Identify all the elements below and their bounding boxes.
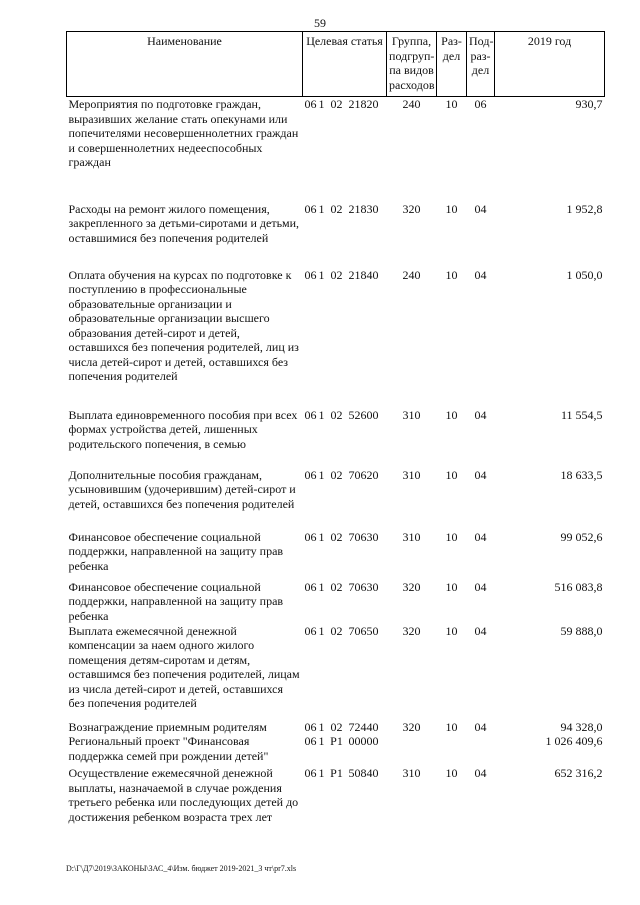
row-section: 10 xyxy=(445,529,458,544)
file-path-footer: D:\Г\Д7\2019\ЗАКОНЫ\ЗАС_4\Изм. бюджет 2019-2021_3 чт\pr7.xls xyxy=(66,864,297,873)
row-expense-group xyxy=(387,734,437,766)
row-main-event-code: 02 xyxy=(330,201,343,216)
row-direction-code: 70630 xyxy=(348,529,379,544)
row-direction-code: 50840 xyxy=(348,766,379,780)
table-row xyxy=(67,734,605,766)
page-number: 59 xyxy=(314,16,326,30)
row-subprogram-code: 1 xyxy=(318,529,325,544)
row-main-event-code: 02 xyxy=(330,623,343,638)
header-subsection: Под-раз-дел xyxy=(467,32,495,97)
row-section: 10 xyxy=(445,766,458,780)
row-section: 10 xyxy=(445,267,458,282)
row-section: 10 xyxy=(445,719,458,734)
row-amount: 930,7 xyxy=(575,97,603,111)
row-subsection xyxy=(467,734,495,766)
row-expense-group: 320 xyxy=(402,201,421,216)
row-subprogram-code: 1 xyxy=(318,467,325,482)
budget-table xyxy=(66,31,605,856)
row-section: 10 xyxy=(445,201,458,216)
row-subprogram-code: 1 xyxy=(318,407,325,422)
row-subsection: 04 xyxy=(474,579,487,594)
row-main-event-code: P1 xyxy=(330,766,343,780)
row-program-code: 06 xyxy=(304,734,317,748)
row-amount: 652 316,2 xyxy=(554,766,603,780)
table-row xyxy=(67,408,605,468)
row-program-code: 06 xyxy=(304,97,317,111)
row-direction-code: 52600 xyxy=(348,407,379,422)
header-target-article: Целевая статья xyxy=(303,32,387,97)
row-subprogram-code: 1 xyxy=(318,719,325,734)
row-expense-group: 310 xyxy=(402,766,421,780)
table-row xyxy=(67,580,605,624)
row-main-event-code: 02 xyxy=(330,529,343,544)
row-name: Финансовое обеспечение социальной поддержки, направленной на защиту прав ребенка xyxy=(68,529,284,573)
row-expense-group: 310 xyxy=(402,407,421,422)
row-direction-code: 72440 xyxy=(348,719,379,734)
table-row xyxy=(67,97,605,202)
row-subsection: 06 xyxy=(474,97,487,111)
row-name: Дополнительные пособия гражданам, усыновившим (удочерившим) детей-сирот и детей, оставшихся без попечения родителей xyxy=(68,467,296,511)
row-expense-group: 310 xyxy=(402,467,421,482)
row-name: Оплата обучения на курсах по подготовке к поступлению в профессиональные образовательные организации и образовательные организации высшего образования детей-сирот и детей, оставшихся без попечения родителей, лиц из числа детей-сирот и детей, оставшихся без попечения родителей xyxy=(68,267,299,383)
row-name: Региональный проект "Финансовая поддержка семей при рождении детей" xyxy=(68,734,269,763)
row-name: Вознаграждение приемным родителям xyxy=(68,719,267,734)
row-program-code: 06 xyxy=(304,467,317,482)
row-main-event-code: 02 xyxy=(330,267,343,282)
row-main-event-code: 02 xyxy=(330,579,343,594)
table-row xyxy=(67,624,605,720)
row-direction-code: 70650 xyxy=(348,623,379,638)
row-subsection: 04 xyxy=(474,267,487,282)
row-program-code: 06 xyxy=(304,267,317,282)
row-amount: 99 052,6 xyxy=(560,529,603,544)
row-section: 10 xyxy=(445,623,458,638)
row-direction-code: 21820 xyxy=(348,97,379,111)
row-expense-group: 320 xyxy=(402,623,421,638)
row-main-event-code: 02 xyxy=(330,407,343,422)
row-section: 10 xyxy=(445,579,458,594)
row-subprogram-code: 1 xyxy=(318,766,325,780)
row-amount: 59 888,0 xyxy=(560,623,603,638)
row-direction-code: 21840 xyxy=(348,267,379,282)
row-amount: 1 952,8 xyxy=(566,201,603,216)
row-subprogram-code: 1 xyxy=(318,201,325,216)
row-subsection: 04 xyxy=(474,719,487,734)
row-expense-group: 320 xyxy=(402,579,421,594)
row-subsection: 04 xyxy=(474,407,487,422)
row-direction-code: 70620 xyxy=(348,467,379,482)
header-section: Раз-дел xyxy=(437,32,467,97)
row-subprogram-code: 1 xyxy=(318,97,325,111)
row-expense-group: 320 xyxy=(402,719,421,734)
row-section: 10 xyxy=(445,97,458,111)
table-row xyxy=(67,202,605,268)
row-section: 10 xyxy=(445,467,458,482)
row-subprogram-code: 1 xyxy=(318,734,325,748)
row-main-event-code: P1 xyxy=(330,734,343,748)
row-program-code: 06 xyxy=(304,579,317,594)
row-program-code: 06 xyxy=(304,719,317,734)
row-amount: 11 554,5 xyxy=(560,407,603,422)
row-main-event-code: 02 xyxy=(330,97,343,111)
table-row xyxy=(67,468,605,530)
row-expense-group: 310 xyxy=(402,529,421,544)
row-amount: 1 026 409,6 xyxy=(545,734,603,748)
row-subsection: 04 xyxy=(474,467,487,482)
row-subsection: 04 xyxy=(474,623,487,638)
row-direction-code: 21830 xyxy=(348,201,379,216)
row-direction-code: 00000 xyxy=(348,734,379,748)
table-row xyxy=(67,268,605,408)
row-subsection: 04 xyxy=(474,766,487,780)
header-name: Наименование xyxy=(67,32,303,97)
row-main-event-code: 02 xyxy=(330,467,343,482)
row-expense-group: 240 xyxy=(402,267,421,282)
row-amount: 94 328,0 xyxy=(560,719,603,734)
row-subprogram-code: 1 xyxy=(318,267,325,282)
row-amount: 1 050,0 xyxy=(566,267,603,282)
row-direction-code: 70630 xyxy=(348,579,379,594)
row-section: 10 xyxy=(445,407,458,422)
table-header xyxy=(67,32,605,97)
table-row xyxy=(67,720,605,735)
row-name: Выплата единовременного пособия при всех формах устройства детей, лишенных родительского попечения, в семью xyxy=(68,407,298,451)
table-row xyxy=(67,530,605,580)
row-name: Мероприятия по подготовке граждан, выразивших желание стать опекунами или попечителями несовершеннолетних граждан и совершеннолетних недееспособных граждан xyxy=(68,97,299,169)
row-subsection: 04 xyxy=(474,529,487,544)
row-program-code: 06 xyxy=(304,201,317,216)
row-amount: 516 083,8 xyxy=(554,579,603,594)
header-expense-group: Группа, подгруп-па видов расходов xyxy=(387,32,437,97)
row-program-code: 06 xyxy=(304,623,317,638)
row-subprogram-code: 1 xyxy=(318,623,325,638)
table-body xyxy=(67,97,605,857)
row-amount: 18 633,5 xyxy=(560,467,603,482)
row-program-code: 06 xyxy=(304,766,317,780)
row-main-event-code: 02 xyxy=(330,719,343,734)
row-section xyxy=(437,734,467,766)
row-subsection: 04 xyxy=(474,201,487,216)
table-row xyxy=(67,766,605,856)
row-name: Финансовое обеспечение социальной поддержки, направленной на защиту прав ребенка xyxy=(68,579,284,623)
row-program-code: 06 xyxy=(304,529,317,544)
row-name: Расходы на ремонт жилого помещения, закрепленного за детьми-сиротами и детьми, оставшимися без попечения родителей xyxy=(68,201,300,245)
row-subprogram-code: 1 xyxy=(318,579,325,594)
row-program-code: 06 xyxy=(304,407,317,422)
row-name: Выплата ежемесячной денежной компенсации за наем одного жилого помещения детям-сиротам и детям, оставшимся без попечения родителей, лицам из числа детей-сирот и детей, оставшихся без попечения родителей xyxy=(68,623,300,710)
row-expense-group: 240 xyxy=(402,97,421,111)
header-year: 2019 год xyxy=(495,32,605,97)
row-name: Осуществление ежемесячной денежной выплаты, назначаемой в случае рождения третьего ребенка или последующих детей до достижения ребенком возраста трех лет xyxy=(68,766,299,824)
